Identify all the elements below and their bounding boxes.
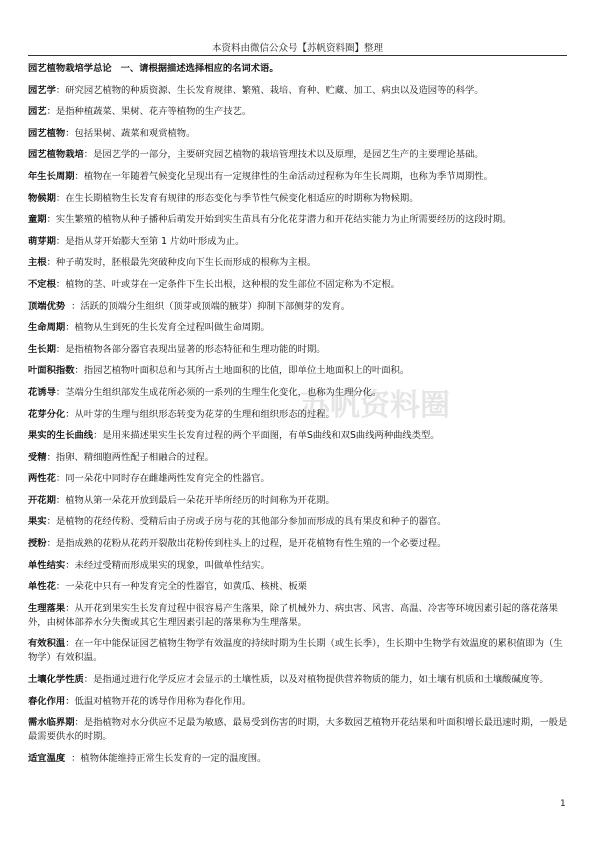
- term-separator: ：: [55, 494, 66, 506]
- glossary-term: 有效积温: [28, 638, 66, 650]
- glossary-entry: [28, 537, 568, 551]
- glossary-entry: [28, 580, 568, 594]
- glossary-term: 园艺植物栽培学总论: [28, 63, 112, 74]
- glossary-entry: [28, 62, 568, 76]
- glossary-term: 童期: [28, 214, 47, 226]
- term-separator: ：: [65, 127, 75, 139]
- glossary-entry: [28, 494, 568, 508]
- term-separator: ：: [46, 106, 56, 118]
- glossary-term: 果实: [28, 516, 47, 528]
- glossary-entry: [28, 515, 568, 529]
- glossary-term: 受精: [28, 451, 47, 463]
- glossary-term: 单性结实: [28, 559, 66, 571]
- glossary-definition: 是指通过进行化学反应才会显示的土壤性质，以及对植物提供营养物质的能力，如土壤有机质和土壤酸碱度等。: [93, 674, 549, 686]
- glossary-entry: [28, 148, 568, 162]
- glossary-term: 春化作用: [28, 695, 66, 707]
- term-separator: ：: [74, 717, 84, 729]
- watermark: 苏帆资料圈: [300, 388, 450, 423]
- header-divider: [28, 55, 567, 56]
- glossary-term: 园艺植物栽培: [28, 149, 84, 161]
- glossary-definition: 是指植物各部分器官表现出显著的形态特征和生理功能的时期。: [65, 343, 326, 355]
- glossary-entry: [28, 321, 568, 335]
- glossary-entry: [28, 716, 568, 744]
- glossary-definition: 实生繁殖的植物从种子播种后萌发开始到实生苗具有分化花芽潜力和开花结实能力为止所需要经历的这段时期。: [55, 214, 512, 226]
- glossary-term: 生命周期: [28, 322, 66, 334]
- term-separator: ：: [55, 343, 66, 355]
- glossary-definition: 是指植物对水分供应不足最为敏感、最易受到伤害的时期，大多数园艺植物开花结果和叶面积增长最迅速时期，一般是最需要供水的时期。: [28, 717, 568, 743]
- glossary-entry: [28, 127, 568, 141]
- glossary-definition: 植物在一年随着气候变化呈现出有一定规律性的生命活动过程称为年生长周期，也称为季节周期性。: [83, 170, 493, 182]
- glossary-definition: 是植物的花经传粉、受精后由子房或子房与花的其他部分参加而形成的具有果皮和种子的器官。: [55, 516, 447, 528]
- term-separator: ：: [46, 257, 56, 269]
- glossary-definition: 在一年中能保证园艺植物生物学有效温度的持续时期为生长期（或生长季），生长期中生物学有效温度的累积值即为（生物学）有效积温。: [28, 638, 563, 664]
- glossary-entry: [28, 278, 568, 292]
- glossary-definition: 是园艺学的一部分，主要研究园艺植物的栽培管理技术以及原理，是园艺生产的主要理论基础。: [93, 149, 484, 161]
- term-separator: ：: [65, 602, 75, 614]
- glossary-entry: [28, 105, 568, 119]
- glossary-definition: 植物体能维持正常生长发育的一定的温度围。: [80, 752, 267, 764]
- glossary-entry: [28, 559, 568, 573]
- term-separator: ：: [65, 559, 75, 571]
- term-separator: ：: [55, 235, 66, 247]
- glossary-definition: 活跃的顶端分生组织（顶芽或顶端的腋芽）抑制下部侧芽的发育。: [80, 300, 351, 312]
- glossary-term: 需水临界期: [28, 717, 75, 729]
- glossary-term: 叶面积指数: [28, 365, 75, 377]
- glossary-term: 不定根: [28, 278, 56, 290]
- glossary-term: 花芽分化: [28, 408, 66, 420]
- glossary-term: 果实的生长曲线: [28, 430, 94, 442]
- glossary-term: 土壤化学性质: [28, 674, 84, 686]
- glossary-term: 园艺学: [28, 84, 56, 96]
- glossary-definition: 植物从生到死的生长发育全过程叫做生命周期。: [74, 322, 270, 334]
- page-number: 1: [560, 799, 566, 809]
- term-separator: ：: [46, 538, 56, 550]
- glossary-definition: 一朵花中只有一种发育完全的性器官，如黄瓜、核桃、板栗: [65, 581, 307, 593]
- glossary-definition: 植物从第一朵花开放到最后一朵花开毕所经历的时间称为开花期。: [65, 494, 335, 506]
- glossary-entry: [28, 602, 568, 630]
- term-separator: ：: [65, 408, 75, 420]
- glossary-term: 顶端优势: [28, 300, 66, 312]
- term-separator: ：: [55, 84, 66, 96]
- glossary-entry: [28, 408, 568, 422]
- glossary-term: 物候期: [28, 192, 56, 204]
- glossary-term: 开花期: [28, 494, 56, 506]
- glossary-entry: [28, 235, 568, 249]
- glossary-entry: [28, 695, 568, 709]
- glossary-definition: 从开花到果实生长发育过程中很容易产生落果，除了机械外力、病虫害、风害、高温、冷害等环境因素引起的落花落果外，由树体部养水分失衡或其它生理因素引起的落果称为生理落果。: [28, 602, 558, 628]
- glossary-term: 两性花: [28, 473, 56, 485]
- glossary-term: 萌芽期: [28, 235, 56, 247]
- glossary-content: [28, 62, 568, 773]
- term-separator: ：: [55, 581, 66, 593]
- glossary-entry: [28, 429, 568, 443]
- glossary-definition: 研究园艺植物的种质资源、生长发育规律、繁殖、栽培、育种、贮藏、加工、病虫以及造园等的科学。: [65, 84, 484, 96]
- glossary-term: 主根: [28, 257, 47, 269]
- term-separator: ：: [55, 386, 66, 398]
- glossary-term: 生长期: [28, 343, 56, 355]
- glossary-entry: [28, 386, 568, 400]
- glossary-definition: 在生长期植物生长发育有规律的形态变化与季节性气候变化相适应的时期称为物候期。: [65, 192, 419, 204]
- term-separator: ：: [65, 695, 75, 707]
- glossary-term: 生理落果: [28, 602, 66, 614]
- glossary-entry: [28, 84, 568, 98]
- glossary-entry: [28, 170, 568, 184]
- glossary-entry: [28, 752, 568, 766]
- glossary-term: 适宜温度: [28, 752, 66, 764]
- glossary-definition: 一、请根据描述选择相应的名词术语。: [120, 63, 279, 74]
- glossary-entry: [28, 472, 568, 486]
- term-separator: ：: [83, 674, 94, 686]
- term-separator: ：: [65, 300, 81, 312]
- glossary-definition: 是指成熟的花粉从花药开裂散出花粉传到柱头上的过程，是开花植物有性生殖的一个必要过程。: [55, 538, 447, 550]
- term-separator: ：: [65, 752, 81, 764]
- glossary-definition: 是用来描述果实生长发育过程的两个平面图，有单S曲线和双S曲线两种曲线类型。: [102, 430, 440, 442]
- glossary-entry: [28, 364, 568, 378]
- glossary-definition: 种子萌发时，胚根最先突破种皮向下生长而形成的根称为主根。: [55, 257, 317, 269]
- glossary-definition: 植物的茎、叶或芽在一定条件下生长出根，这种根的发生部位不固定称为不定根。: [65, 278, 400, 290]
- term-separator: ：: [74, 365, 84, 377]
- glossary-term: 园艺: [28, 106, 47, 118]
- glossary-entry: [28, 343, 568, 357]
- glossary-term: 园艺植物: [28, 127, 66, 139]
- glossary-definition: 指园艺植物叶面积总和与其所占土地面积的比值，即单位土地面积上的叶面积。: [83, 365, 410, 377]
- term-separator: ：: [65, 322, 75, 334]
- term-separator: ：: [46, 214, 56, 226]
- glossary-entry: [28, 256, 568, 270]
- glossary-definition: 从叶芽的生理与组织形态转变为花芽的生理和组织形态的过程。: [74, 408, 335, 420]
- term-separator: ：: [46, 451, 56, 463]
- term-separator: ：: [55, 278, 66, 290]
- glossary-term: 花诱导: [28, 386, 56, 398]
- glossary-entry: [28, 300, 568, 314]
- glossary-term: 年生长周期: [28, 170, 75, 182]
- glossary-entry: [28, 192, 568, 206]
- term-separator: ：: [74, 170, 84, 182]
- glossary-definition: 指卵、精细胞两性配子相融合的过程。: [55, 451, 214, 463]
- glossary-definition: 低温对植物开花的诱导作用称为春化作用。: [74, 695, 252, 707]
- glossary-definition: 同一朵花中同时存在雌雄两性发育完全的性器官。: [65, 473, 270, 485]
- glossary-term: 单性花: [28, 581, 56, 593]
- term-separator: ：: [93, 430, 103, 442]
- term-separator: ：: [83, 149, 94, 161]
- term-separator: ：: [55, 192, 66, 204]
- page-header: 本资料由微信公众号【苏帆资料圈】整理: [211, 43, 383, 54]
- glossary-entry: [28, 673, 568, 687]
- glossary-definition: 未经过受精而形成果实的现象，叫做单性结实。: [74, 559, 270, 571]
- term-separator: ：: [55, 473, 66, 485]
- glossary-entry: [28, 213, 568, 227]
- term-separator: ：: [46, 516, 56, 528]
- glossary-entry: [28, 451, 568, 465]
- glossary-definition: 是指种植蔬菜、果树、花卉等植物的生产技艺。: [55, 106, 252, 118]
- glossary-term: 授粉: [28, 538, 47, 550]
- term-separator: [112, 63, 121, 74]
- glossary-definition: 包括果树、蔬菜和观赏植物。: [74, 127, 196, 139]
- term-separator: ：: [65, 638, 75, 650]
- glossary-entry: [28, 637, 568, 665]
- glossary-definition: 是指从芽开始膨大至第 1 片幼叶形成为止。: [65, 235, 245, 247]
- glossary-definition: 茎端分生组织部发生成花所必须的一系列的生理生化变化，也称为生理分化。: [65, 386, 382, 398]
